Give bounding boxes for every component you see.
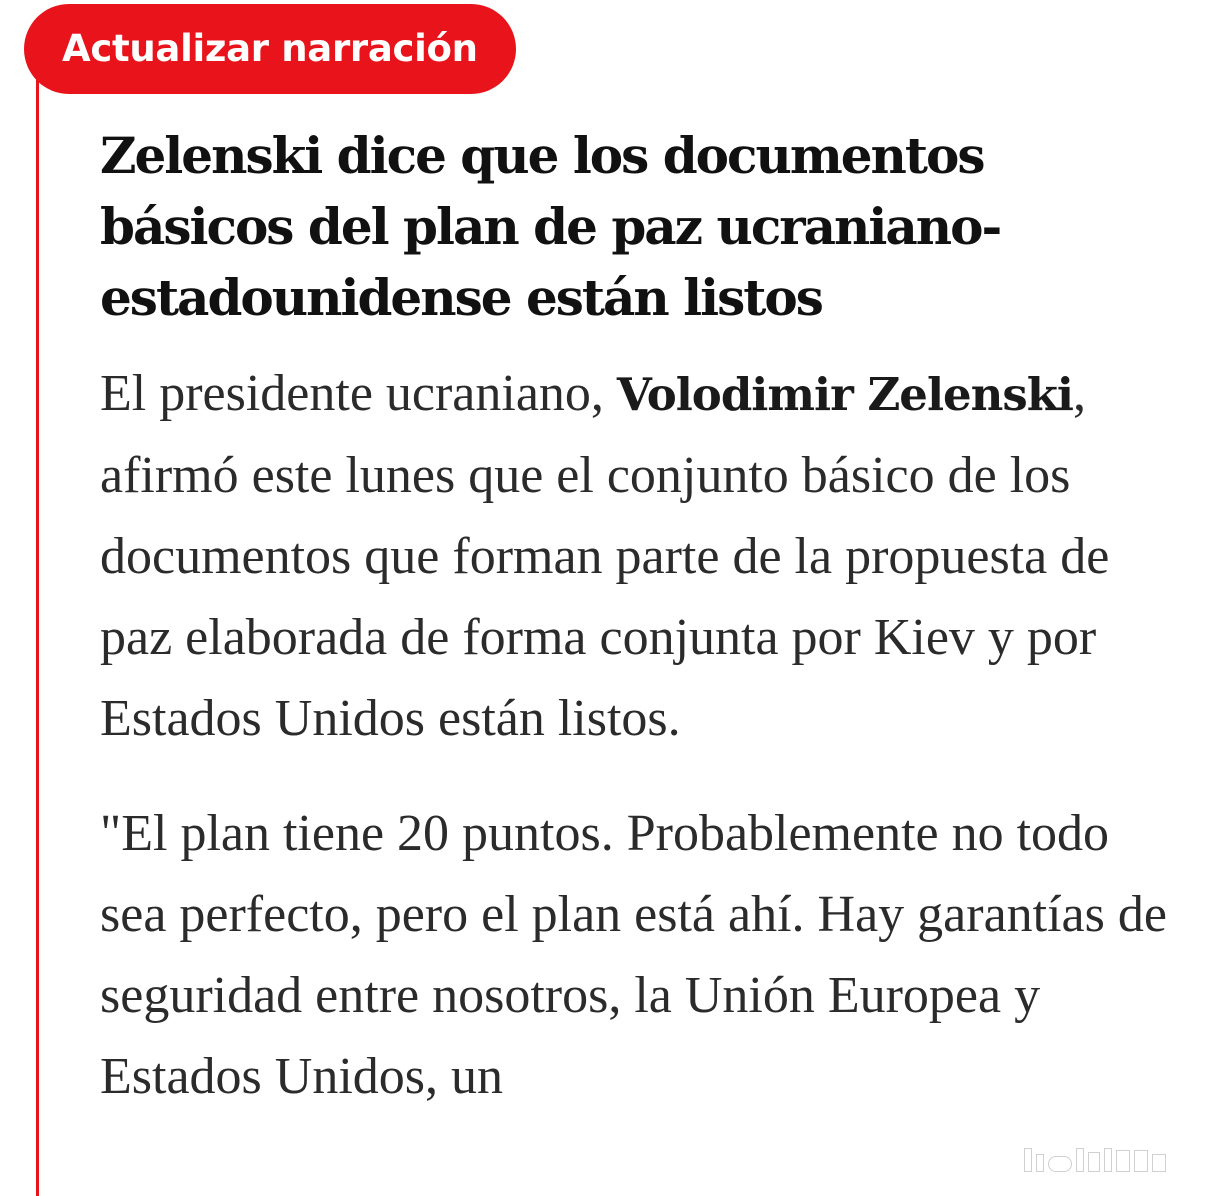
article-quote-paragraph: "El plan tiene 20 puntos. Probablemente no todo sea perfecto, pero el plan está ahí. Hay garantías de seguridad entre nosotros, la Unión Europea y Estados Unidos, un	[100, 805, 1167, 1105]
headline-line: básicos del plan de paz ucraniano-	[100, 197, 1001, 256]
headline-line: Zelenski dice que los documentos	[100, 126, 984, 185]
watermark-logo	[1024, 1148, 1166, 1172]
lead-prefix: El presidente ucraniano,	[100, 365, 617, 422]
article-lead-paragraph	[100, 353, 1180, 759]
lead-suffix: , afirmó este lunes que el conjunto básico de los documentos que forman parte de la propuesta de paz elaborada de forma conjunta por Kiev y por Estados Unidos están listos.	[100, 365, 1110, 747]
lead-bold-name: Volodimir Zelenski	[616, 368, 1073, 421]
headline-line: estadounidense están listos	[100, 268, 822, 327]
update-narration-button[interactable]: Actualizar narración	[24, 4, 516, 94]
timeline-line	[36, 60, 39, 1196]
article-headline	[100, 120, 1180, 333]
article	[100, 120, 1180, 1117]
